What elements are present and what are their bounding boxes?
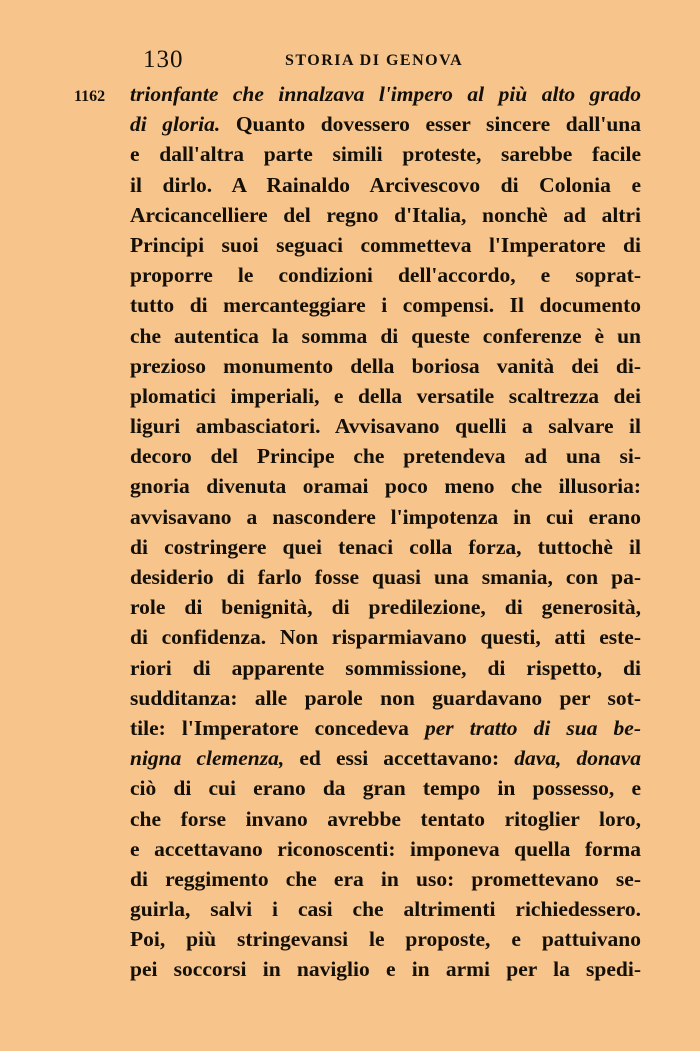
italic-text: nigna clemenza, [130, 746, 285, 771]
running-title: STORIA DI GENOVA [285, 52, 464, 69]
text-run: Arcicancelliere del regno d'Italia, nonchè ad altri [130, 202, 641, 227]
text-line [130, 894, 641, 924]
text-run: tile: l'Imperatore concedeva [130, 715, 425, 740]
text-line [130, 502, 641, 532]
text-line [130, 471, 641, 501]
text-run: di reggimento che era in uso: promettevano se- [130, 866, 641, 891]
body-text [130, 79, 641, 985]
text-line [130, 834, 641, 864]
text-line [130, 79, 641, 109]
text-run: decoro del Principe che pretendeva ad una si- [130, 444, 641, 469]
text-run: ciò di cui erano da gran tempo in possesso, e [130, 776, 641, 801]
text-line [130, 592, 641, 622]
text-run: ed essi accettavano: [284, 746, 515, 771]
text-line [130, 804, 641, 834]
text-run: gnoria divenuta oramai poco meno che illusoria: [130, 474, 641, 499]
text-line [130, 200, 641, 230]
text-run: di confidenza. Non risparmiavano questi, atti este- [130, 625, 641, 650]
text-run: Quanto dovessero esser sincere dall'una [220, 112, 641, 137]
text-run: pei soccorsi in naviglio e in armi per la spedi- [130, 957, 641, 982]
text-run: desiderio di farlo fosse quasi una smania, con pa- [130, 565, 641, 589]
text-line [130, 773, 641, 803]
text-run: tutto di mercanteggiare i compensi. Il documento [130, 293, 641, 318]
text-line [130, 411, 641, 441]
text-run: liguri ambasciatori. Avvisavano quelli a salvare il [130, 414, 641, 439]
text-run: riori di apparente sommissione, di rispetto, di [130, 655, 641, 680]
page-number: 130 [143, 46, 184, 73]
text-run: il dirlo. A Rainaldo Arcivescovo di Colonia e [130, 172, 641, 197]
text-line [130, 381, 641, 411]
text-run: che autentica la somma di queste conferenze è un [130, 323, 641, 348]
text-line [130, 441, 641, 471]
text-line [130, 954, 641, 984]
text-line [130, 260, 641, 290]
text-run: e dall'altra parte simili proteste, sarebbe facile [130, 142, 641, 167]
text-line [130, 562, 641, 592]
text-run: e accettavano riconoscenti: imponeva quella forma [130, 836, 641, 861]
text-line [130, 743, 641, 773]
text-line [130, 864, 641, 894]
text-run: di costringere quei tenaci colla forza, tuttochè il [130, 534, 641, 559]
italic-text: trionfante che innalzava l'impero al più alto grado [130, 82, 641, 106]
text-line [130, 683, 641, 713]
text-line [130, 653, 641, 683]
text-line [130, 351, 641, 381]
italic-text: per tratto di sua be- [425, 715, 641, 740]
text-run: avvisavano a nascondere l'impotenza in cui erano [130, 504, 641, 529]
text-line [130, 924, 641, 954]
text-run: prezioso monumento della boriosa vanità dei di- [130, 353, 641, 378]
text-run: Poi, più stringevansi le proposte, e pattuivano [130, 927, 641, 952]
italic-text: di gloria. [130, 112, 221, 137]
text-line [130, 290, 641, 320]
text-run: che forse invano avrebbe tentato ritoglier loro, [130, 806, 641, 831]
text-run: proporre le condizioni dell'accordo, e soprat- [130, 263, 641, 288]
margin-year-note: 1162 [74, 88, 106, 105]
text-line [130, 230, 641, 260]
text-line [130, 713, 641, 743]
text-line [130, 622, 641, 652]
text-line [130, 170, 641, 200]
text-run: sudditanza: alle parole non guardavano per sot- [130, 685, 641, 710]
text-line [130, 532, 641, 562]
text-line [130, 321, 641, 351]
page-header [130, 46, 641, 80]
text-run: role di benignità, di predilezione, di generosità, [130, 595, 641, 620]
text-run: guirla, salvi i casi che altrimenti richiedessero. [130, 897, 641, 922]
text-line [130, 139, 641, 169]
text-run: plomatici imperiali, e della versatile scaltrezza dei [130, 383, 641, 408]
text-run: Principi suoi seguaci commetteva l'Imperatore di [130, 232, 641, 257]
text-line [130, 109, 641, 139]
italic-text: dava, donava [514, 746, 641, 771]
